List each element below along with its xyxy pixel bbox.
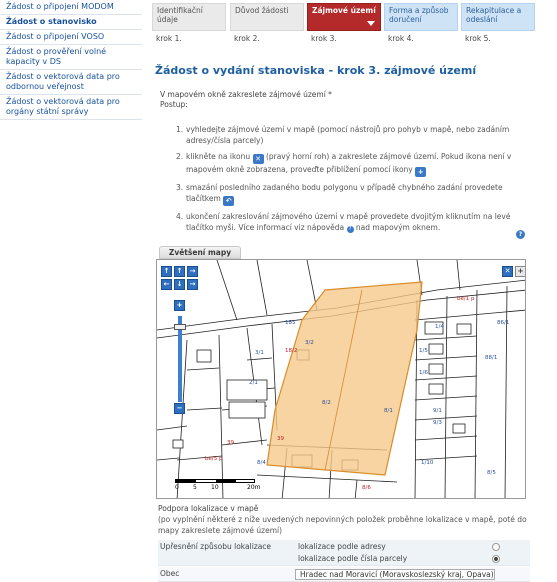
parcel-label: 8/5 [487,470,496,476]
step-5-label: Rekapitulace a odeslání [466,6,522,24]
step-5-number: krok 5. [465,34,491,43]
parcel-label: 18/2 [285,348,298,354]
wizard-steps [152,3,532,45]
parcel-label: 3/1 [255,350,264,356]
pan-right-2-icon[interactable]: → [187,279,198,290]
parcel-label: 2/1 [249,380,258,386]
parcel-label: 9/3 [433,420,442,426]
scale-label: 5 [193,484,197,491]
scale-label: 0 [175,484,179,491]
svg-text:be/5 p: be/5 p [205,456,223,462]
help-icon: ? [347,226,354,233]
instruction-2-text-b: (pravý horní roh) a zakreslete zájmové území. Pokud ikona není v mapovém okně zobrazena, proveďte přiblížení pomocí ikony [186,152,512,174]
localization-title: Podpora lokalizace v mapě [158,504,259,513]
parcel-label: 88/1 [485,355,498,361]
scale-bar [175,479,255,483]
step-5[interactable] [461,3,535,31]
zoom-out-icon[interactable]: − [174,403,185,414]
svg-text:be/1 p: be/1 p [457,296,475,302]
step-3[interactable] [307,3,381,31]
instructions-list [176,124,526,238]
instruction-2-num: 2. [176,152,184,161]
enlarge-map-button[interactable]: Zvětšení mapy [159,246,241,259]
radio-parcel[interactable] [492,555,500,563]
step-4[interactable] [384,3,458,31]
instruction-4-text-b: nad mapovým oknem. [355,223,441,232]
instruction-1 [176,124,526,146]
sidebar-item-vektor-sprava[interactable]: Žádost o vektorová data pro orgány státní správy [0,95,142,120]
instruction-3 [176,182,526,206]
scale-label: 20m [247,484,261,491]
parcel-label: 1/10 [421,460,434,466]
step-2-label: Důvod žádosti [235,6,289,15]
page-title: Žádost o vydání stanoviska - krok 3. zájmové území [155,64,477,77]
draw-polygon-icon: ✕ [253,154,264,164]
parcel-label: 9/1 [433,408,442,414]
obec-row [158,567,530,582]
step-1[interactable] [152,3,226,31]
zoom-in-icon[interactable]: + [174,300,185,311]
parcel-label: 1/4 [435,324,444,330]
localization-mode-label: Upřesnění způsobu lokalizace [160,542,272,551]
parcel-label: 3/2 [305,340,314,346]
sidebar-item-modom[interactable]: Žádost o připojení MODOM [0,0,142,15]
parcel-label: 8/4 [257,460,266,466]
pan-down-icon[interactable]: ↓ [174,279,185,290]
obec-label: Obec [160,569,180,578]
map-window[interactable] [156,259,526,499]
step-3-number: krok 3. [311,34,337,43]
caret-down-icon [367,21,375,26]
instruction-4-text-a: ukončení zakreslování zájmového území v mapě provedete dvojitým kliknutím na levé tlačítko myši. Více informací viz nápověda [186,212,511,232]
draw-polygon-icon[interactable]: ✕ [502,266,513,277]
step-2[interactable] [230,3,304,31]
step-4-number: krok 4. [388,34,414,43]
parcel-label: 1/6 [419,370,428,376]
radio-address[interactable] [492,543,500,551]
step-2-number: krok 2. [234,34,260,43]
intro-text: V mapovém okně zakreslete zájmové území * [160,90,332,99]
undo-point-icon: ↶ [223,196,234,206]
cadastral-map[interactable] [157,260,526,499]
localization-section [158,503,528,536]
pan-up-left-icon[interactable]: ↑ [161,266,172,277]
instruction-4 [176,211,526,233]
localization-mode-row [158,540,530,566]
scale-label: 10 [211,484,219,491]
step-4-label: Forma a způsob doručení [389,6,449,24]
parcel-label: 8/1 [384,408,393,414]
step-3-label: Zájmové území [312,6,376,15]
instruction-2 [176,151,526,177]
instruction-3-num: 3. [176,183,184,192]
zoom-in-icon: + [415,167,426,177]
postup-label: Postup: [160,100,188,109]
radio-address-label[interactable]: lokalizace podle adresy [298,542,386,551]
parcel-label: 39 [277,436,284,442]
parcel-label: 8/2 [322,400,331,406]
sidebar [0,0,142,120]
layers-icon[interactable]: + [515,266,526,277]
instruction-1-num: 1. [176,125,184,134]
step-1-label: Identifikační údaje [157,6,203,24]
zoom-slider-handle[interactable] [174,324,186,330]
instruction-1-text: vyhledejte zájmové území v mapě (pomocí nástrojů pro pohyb v mapě, nebo zadáním adresy/čísla parcely) [186,125,510,145]
instruction-3-text: smazání posledního zadaného bodu polygonu v případě chybného zadání provedete tlačítkem [186,183,503,203]
parcel-label: 1/5 [419,348,428,354]
pan-right-icon[interactable]: → [187,266,198,277]
instruction-2-text-a: klikněte na ikonu [186,152,251,161]
parcel-label: 86/1 [497,320,510,326]
parcel-label: 8/6 [362,485,371,491]
pan-left-icon[interactable]: ← [161,279,172,290]
radio-parcel-label[interactable]: lokalizace podle čísla parcely [298,554,408,563]
obec-input[interactable] [295,569,495,580]
step-1-number: krok 1. [156,34,182,43]
sidebar-item-vektor-verejnost[interactable]: Žádost o vektorová data pro odbornou veřejnost [0,70,142,95]
sidebar-item-stanovisko[interactable]: Žádost o stanovisko [0,15,142,30]
svg-text:39: 39 [227,440,234,446]
localization-hint: (po vyplnění některé z níže uvedených nepovinných položek proběhne lokalizace v mapě, poté do mapy zakreslete zájmové území) [158,515,527,535]
sidebar-item-voso[interactable]: Žádost o připojení VOSO [0,30,142,45]
instruction-4-num: 4. [176,212,184,221]
pan-up-icon[interactable]: ↑ [174,266,185,277]
help-icon[interactable]: ? [516,230,525,239]
parcel-label: 185 [285,320,296,326]
sidebar-item-kapacita[interactable]: Žádost o prověření volné kapacity v DS [0,45,142,70]
